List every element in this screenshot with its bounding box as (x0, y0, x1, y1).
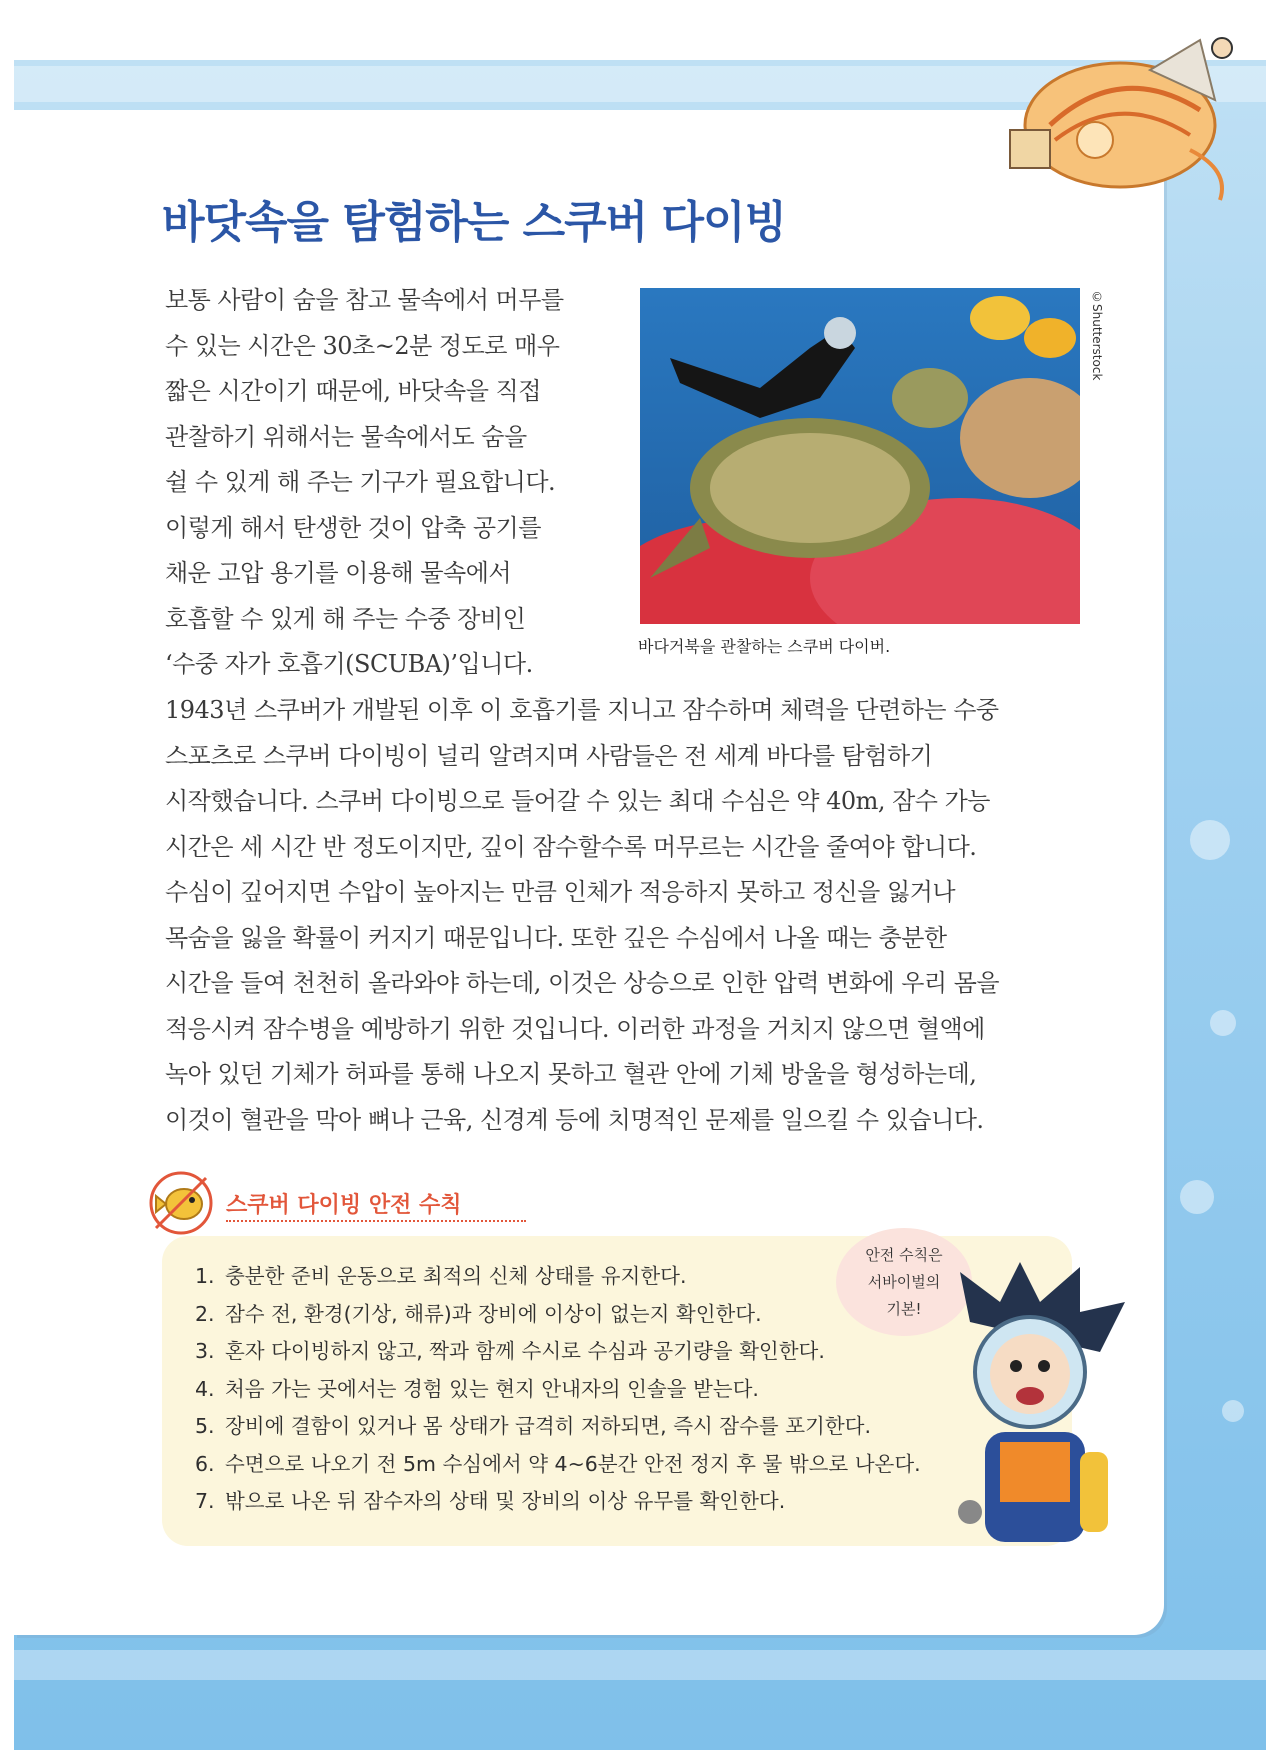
main-line: 시간은 세 시간 반 정도이지만, 깊이 잠수할수록 머무르는 시간을 줄여야 합니다. (165, 832, 977, 861)
rule-item (195, 1483, 921, 1521)
speech-line: 서바이벌의 (867, 1272, 941, 1291)
rule-item (195, 1371, 921, 1409)
main-line: 적응시켜 잠수병을 예방하기 위한 것입니다. 이러한 과정을 거치지 않으면 혈액에 (165, 1014, 985, 1043)
dotted-divider (226, 1220, 526, 1222)
speech-line: 안전 수칙은 (865, 1245, 943, 1264)
rule-number: 3. (195, 1339, 215, 1363)
safety-rules-heading (148, 1170, 528, 1240)
intro-line: 이렇게 해서 탄생한 것이 압축 공기를 (165, 513, 541, 542)
main-line: 시간을 들여 천천히 올라와야 하는데, 이것은 상승으로 인한 압력 변화에 우리 몸을 (165, 969, 1000, 997)
safety-rules-title: 스쿠버 다이빙 안전 수칙 (226, 1193, 462, 1218)
rule-text: 수면으로 나오기 전 5m 수심에서 약 4~6분간 안전 정지 후 물 밖으로 나온다. (225, 1451, 921, 1476)
water-stripe (14, 1650, 1266, 1680)
intro-line: 짧은 시간이기 때문에, 바닷속을 직접 (165, 377, 541, 405)
rule-item (195, 1296, 921, 1334)
rule-text: 잠수 전, 환경(기상, 해류)과 장비에 이상이 없는지 확인한다. (225, 1301, 762, 1326)
rule-number: 2. (195, 1301, 215, 1326)
rule-item (195, 1333, 921, 1371)
pufferfish-icon (148, 1170, 214, 1236)
diver-mascot-illustration (930, 1262, 1140, 1562)
intro-line: 채운 고압 용기를 이용해 물속에서 (165, 559, 512, 587)
main-paragraph (165, 688, 1075, 1143)
rule-text: 처음 가는 곳에서는 경험 있는 현지 안내자의 인솔을 받는다. (225, 1376, 759, 1401)
rule-item (195, 1446, 921, 1484)
nautilus-illustration (1000, 30, 1250, 220)
photo-caption: 바다거북을 관찰하는 스쿠버 다이버. (638, 637, 891, 656)
intro-line: 보통 사람이 숨을 참고 물속에서 머무를 (165, 286, 564, 314)
safety-rules-list (195, 1258, 921, 1521)
rule-text: 장비에 결함이 있거나 몸 상태가 급격히 저하되면, 즉시 잠수를 포기한다. (225, 1414, 871, 1438)
bubble (1210, 1010, 1236, 1036)
bubble (1180, 1180, 1214, 1214)
rule-number: 7. (195, 1489, 215, 1513)
main-line: 수심이 깊어지면 수압이 높아지는 만큼 인체가 적응하지 못하고 정신을 잃거나 (165, 878, 956, 906)
rule-number: 6. (195, 1451, 215, 1476)
main-line: 스포츠로 스쿠버 다이빙이 널리 알려지며 사람들은 전 세계 바다를 탐험하기 (165, 741, 933, 770)
main-line: 녹아 있던 기체가 허파를 통해 나오지 못하고 혈관 안에 기체 방울을 형성하는데, (165, 1060, 977, 1088)
photo-credit: ©Shutterstock (1090, 290, 1104, 381)
intro-paragraph (165, 278, 615, 688)
main-line: 이것이 혈관을 막아 뼈나 근육, 신경계 등에 치명적인 문제를 일으킬 수 있습니다. (165, 1105, 984, 1134)
diver-turtle-photo (640, 288, 1080, 624)
intro-line: 쉴 수 있게 해 주는 기구가 필요합니다. (165, 468, 556, 496)
page-title: 바닷속을 탐험하는 스쿠버 다이빙 (162, 197, 787, 248)
bubble (1222, 1400, 1244, 1422)
main-line: 목숨을 잃을 확률이 커지기 때문입니다. 또한 깊은 수심에서 나올 때는 충분한 (165, 923, 947, 952)
rule-item (195, 1408, 921, 1446)
rule-number: 4. (195, 1376, 215, 1401)
main-line: 시작했습니다. 스쿠버 다이빙으로 들어갈 수 있는 최대 수심은 약 40m, 잠수 가능 (165, 787, 990, 815)
main-line: 1943년 스쿠버가 개발된 이후 이 호흡기를 지니고 잠수하며 체력을 단련하는 수중 (165, 696, 999, 724)
intro-line: 관찰하기 위해서는 물속에서도 숨을 (165, 422, 527, 451)
rule-number: 1. (195, 1264, 215, 1288)
intro-line: ‘수중 자가 호흡기(SCUBA)’입니다. (165, 650, 533, 678)
speech-line: 기본! (886, 1299, 922, 1318)
intro-line: 호흡할 수 있게 해 주는 수중 장비인 (165, 604, 526, 633)
intro-line: 수 있는 시간은 30초~2분 정도로 매우 (165, 331, 560, 360)
rule-text: 혼자 다이빙하지 않고, 짝과 함께 수시로 수심과 공기량을 확인한다. (225, 1339, 825, 1363)
rule-number: 5. (195, 1414, 215, 1438)
rule-item (195, 1258, 921, 1296)
bubble (1190, 820, 1230, 860)
rule-text: 충분한 준비 운동으로 최적의 신체 상태를 유지한다. (225, 1264, 687, 1288)
rule-text: 밖으로 나온 뒤 잠수자의 상태 및 장비의 이상 유무를 확인한다. (225, 1489, 786, 1513)
